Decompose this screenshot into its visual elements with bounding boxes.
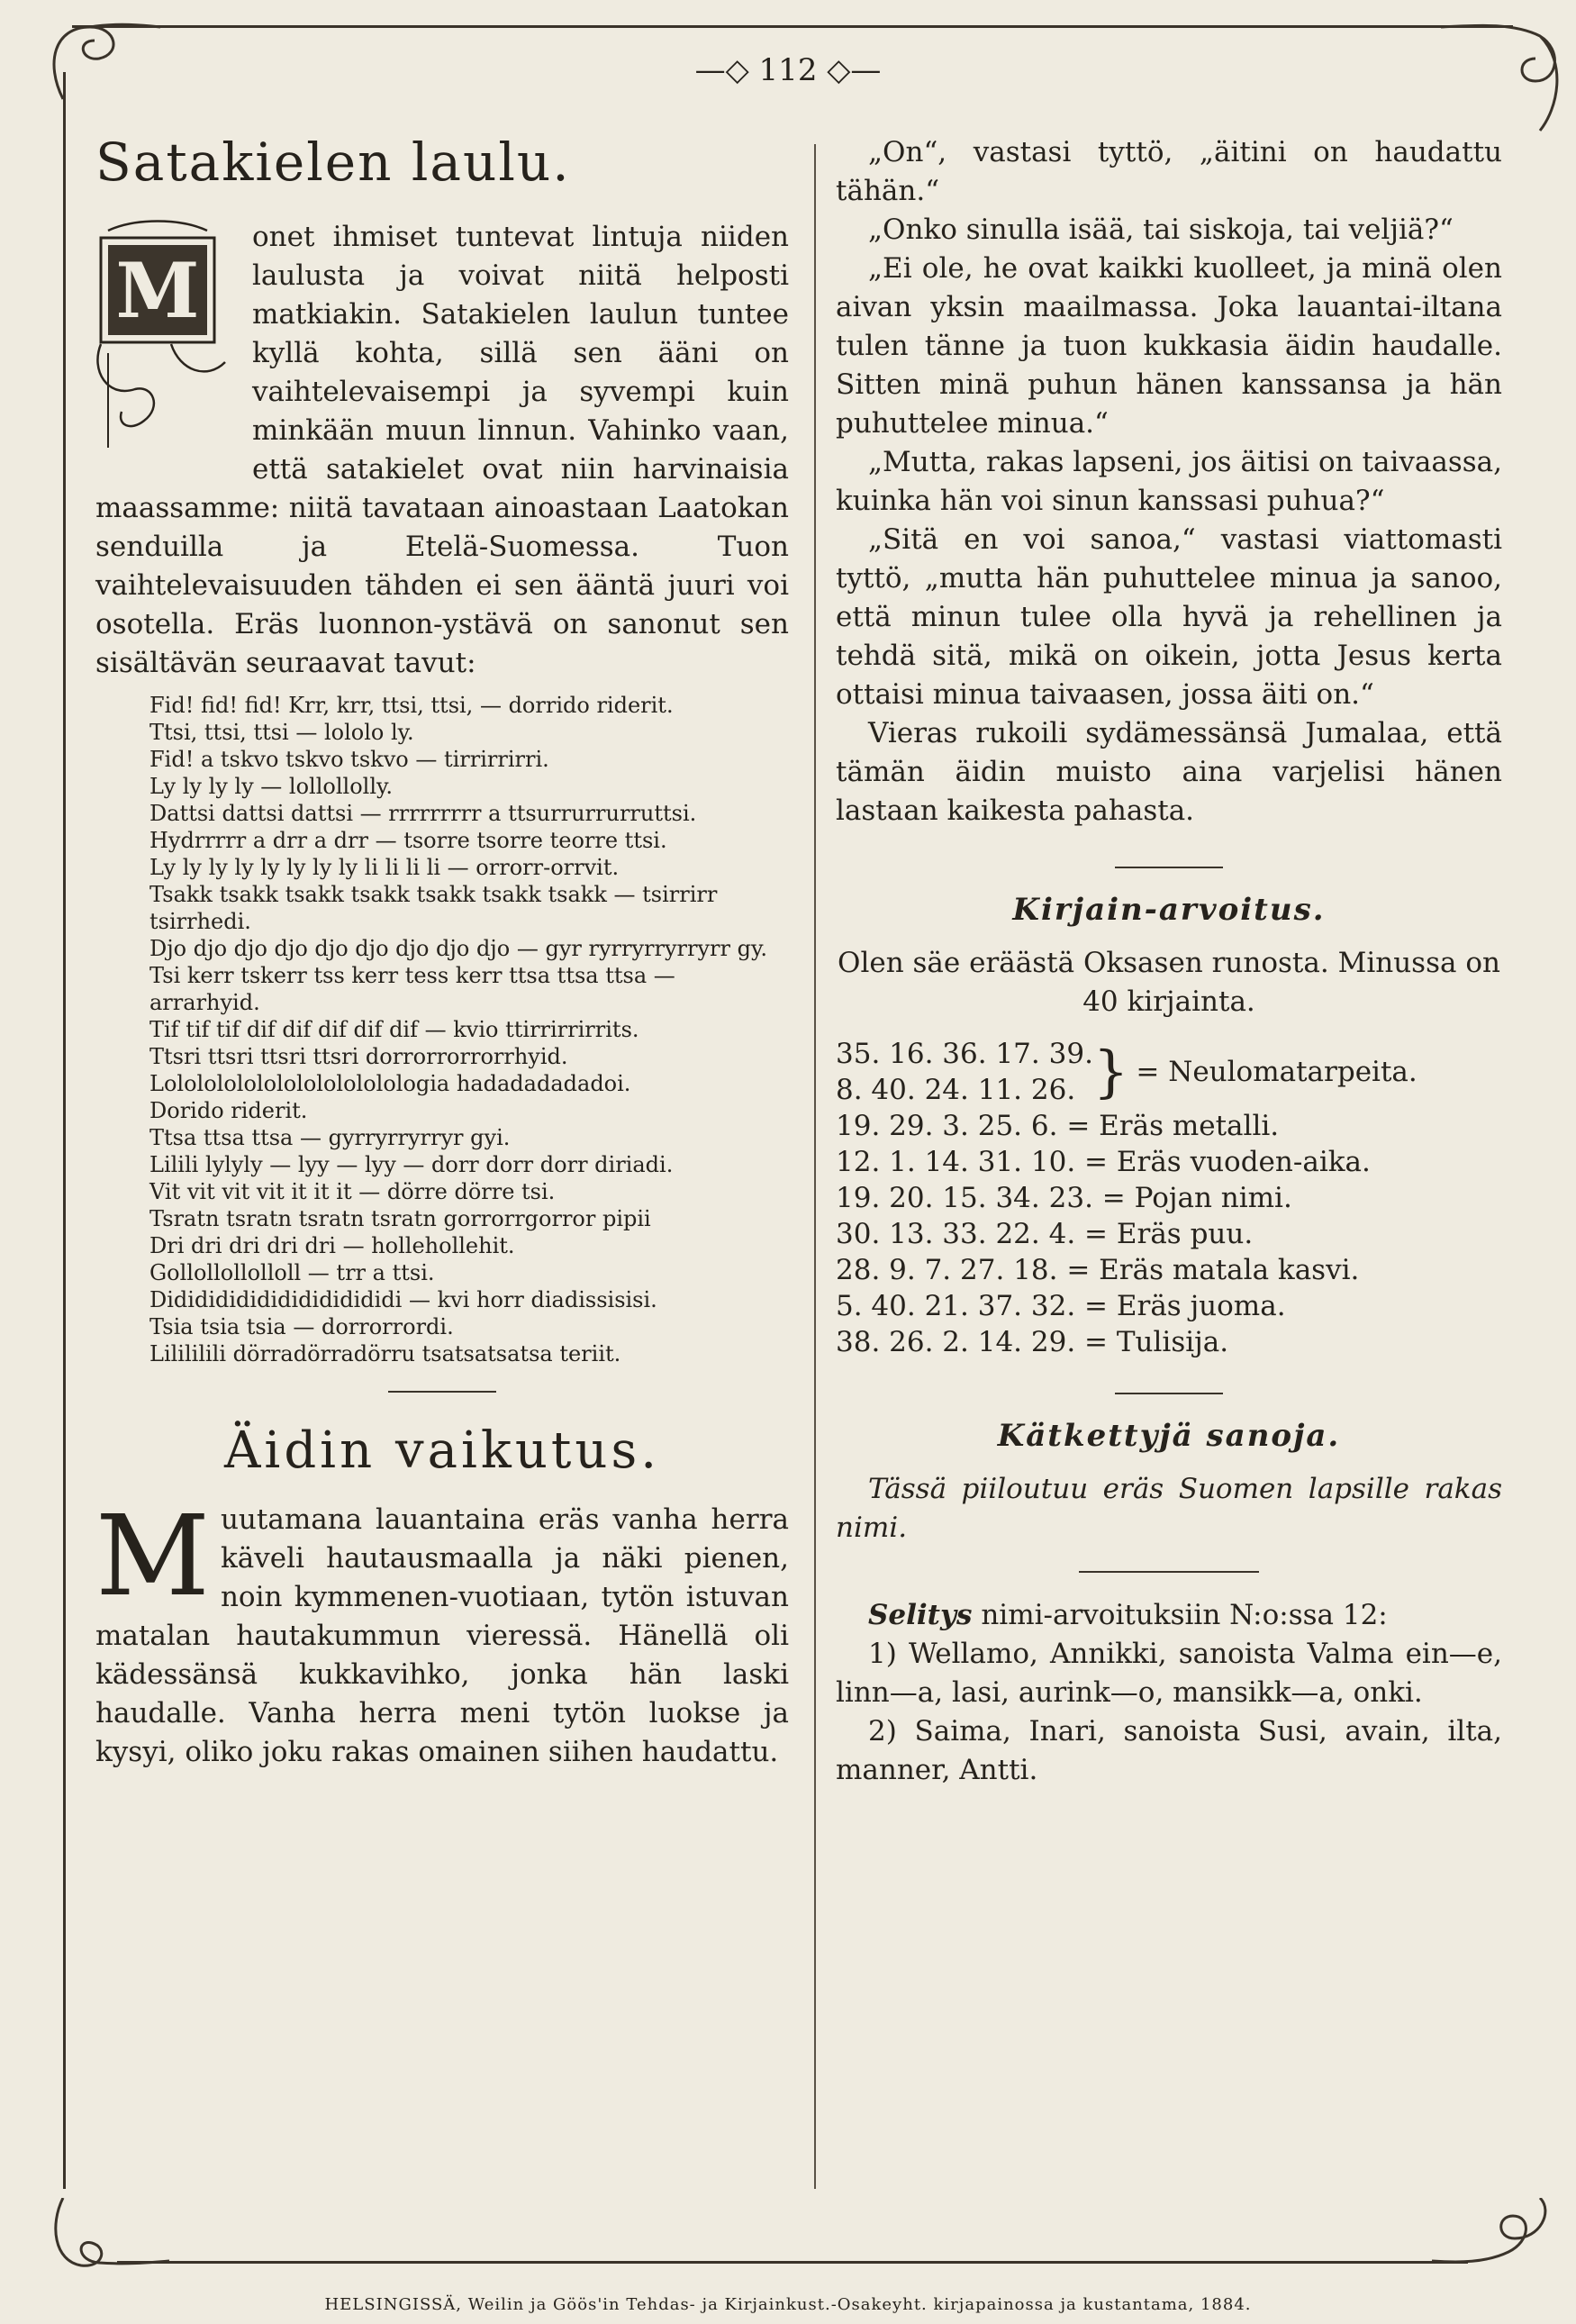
hidden-words-text: Tässä piiloutuu eräs Suomen lapsille rakas nimi. [836,1473,1502,1544]
dialogue-paragraph: „On“, vastasi tyttö, „äitini on haudattu tähän.“ [836,136,1502,207]
song-line: Fid! fid! fid! Krr, krr, ttsi, ttsi, — dorrido riderit. [149,693,674,718]
column-divider [814,144,816,2189]
explanation-title: Selitys [868,1599,973,1631]
song-line: Ly ly ly ly — lollollolly. [149,774,393,799]
left-column [95,126,789,1772]
song-line: Tsia tsia tsia — dorrorrordi. [149,1314,454,1339]
song-line: Ttsi, ttsi, ttsi — lololo ly. [149,720,414,745]
explanation-item-1: 1) Wellamo, Annikki, sanoista Valma ein—e, linn—a, lasi, aurink—o, mansikk—a, onki. [836,1638,1502,1709]
song-line: Ttsri ttsri ttsri ttsri dorrorrorrorrhyid. [149,1044,568,1069]
riddle-row: 12. 1. 14. 31. 10. = Eräs vuoden-aika. [836,1146,1371,1178]
frame-top-rule [72,25,1513,28]
hidden-words-title: Kätkettyjä sanoja. [997,1418,1341,1454]
section-divider [1079,1571,1259,1573]
riddle-brace-lines [836,1036,1093,1108]
song-syllables [149,692,789,1367]
riddle-row: 35. 16. 36. 17. 39. [836,1038,1093,1070]
brace-icon: } [1092,1039,1129,1104]
song-line: Gollollollolloll — trr a ttsi. [149,1260,435,1285]
explanation-title-rest: nimi-arvoituksiin N:o:ssa 12: [981,1599,1388,1631]
explanation-heading [836,1596,1502,1635]
riddle-row: 5. 40. 21. 37. 32. = Eräs juoma. [836,1290,1286,1322]
imprint-footer: HELSINGISSÄ, Weilin ja Göös'in Tehdas- ja Kirjainkust.-Osakeyht. kirjapainossa ja kustantama, 1884. [324,2295,1252,2314]
article-title-satakielen-laulu: Satakielen laulu. [95,132,571,193]
song-line: Lilili lylyly — lyy — lyy — dorr dorr dorr diriadi. [149,1152,674,1177]
dialogue-paragraph: „Onko sinulla isää, tai siskoja, tai veljiä?“ [868,213,1454,246]
riddle-row: 38. 26. 2. 14. 29. = Tulisija. [836,1326,1229,1358]
song-line: Didididididididididididi — kvi horr diadissisisi. [149,1287,657,1312]
riddle-row: 19. 29. 3. 25. 6. = Eräs metalli. [836,1110,1280,1142]
riddle-brace-group [836,1036,1502,1108]
song-line: Tsi kerr tskerr tss kerr tess kerr ttsa ttsa ttsa — arrarhyid. [149,963,675,1015]
song-line: Lolololololololololololologia hadadadadadoi. [149,1071,631,1096]
song-line: Lilililili dörradörradörru tsatsatsatsa teriit. [149,1341,621,1366]
riddle-row: 30. 13. 33. 22. 4. = Eräs puu. [836,1218,1254,1250]
page-number: —◇ 112 ◇— [694,52,882,88]
closing-paragraph: Vieras rukoili sydämessänsä Jumalaa, että tämän äidin muisto aina varjelisi hänen lastaan kaikesta pahasta. [836,717,1502,827]
song-line: Dattsi dattsi dattsi — rrrrrrrrr a ttsurrurrurruttsi. [149,801,697,826]
ornamental-dropcap [81,218,240,454]
song-line: Djo djo djo djo djo djo djo djo djo — gyr ryrryrryrryrr gy. [149,936,767,961]
song-line: Dri dri dri dri dri — hollehollehit. [149,1233,515,1258]
riddle-brace-answer: = Neulomatarpeita. [1136,1056,1417,1088]
riddle-intro: Olen säe eräästä Oksasen runosta. Minussa on 40 kirjainta. [838,947,1500,1018]
song-line: Ly ly ly ly ly ly ly ly li li li li — orrorr-orrvit. [149,855,620,880]
dialogue-paragraph: „Ei ole, he ovat kaikki kuolleet, ja minä olen aivan yksin maailmassa. Joka lauantai-iltana tulen tänne ja tuon kukkasia äidin haudalle. Sitten minä puhun hänen kanssansa ja hän puhuttelee minua.“ [836,252,1502,440]
right-column [836,133,1502,1790]
section-divider [388,1391,496,1393]
dialogue-paragraph: „Mutta, rakas lapseni, jos äitisi on taivaassa, kuinka hän voi sinun kanssasi puhua?“ [836,446,1502,517]
article-title-aidin-vaikutus: Äidin vaikutus. [223,1421,661,1480]
riddle-list [836,1036,1502,1360]
dialogue-paragraph: „Sitä en voi sanoa,“ vastasi viattomasti tyttö, „mutta hän puhuttelee minua ja sanoo, että minun tulee olla hyvä ja rehellinen ja tehdä sitä, mikä on oikein, jotta Jesus kerta ottaisi minua taivaasen, jossa äiti on.“ [836,523,1502,711]
riddle-title: Kirjain-arvoitus. [1012,892,1326,928]
aidin-vaikutus-paragraph-1: uutamana lauantaina eräs vanha herra käveli hautausmaalla ja näki pienen, noin kymmenen-vuotiaan, tytön istuvan matalan hautakummun vieressä. Hänellä oli kädessänsä kukkavihko, jonka hän laski haudalle. Vanha herra meni tytön luokse ja kysyi, oliko joku rakas omainen siihen haudattu. [95,1503,789,1768]
ornamental-initial-icon [81,218,240,454]
song-line: Dorido riderit. [149,1098,308,1123]
frame-left-rule [63,72,66,2189]
explanation-item-2: 2) Saima, Inari, sanoista Susi, avain, ilta, manner, Antti. [836,1715,1502,1786]
dropcap-letter-m: M [95,1492,210,1621]
song-line: Fid! a tskvo tskvo tskvo — tirrirrirri. [149,747,549,772]
corner-flourish-bottom-right-icon [1432,2198,1567,2297]
song-line: Tsakk tsakk tsakk tsakk tsakk tsakk tsakk — tsirrirr tsirrhedi. [149,882,718,934]
dropcap-letter: M [115,246,200,335]
section-divider [1115,867,1223,868]
riddle-row: 28. 9. 7. 27. 18. = Eräs matala kasvi. [836,1254,1360,1286]
riddle-row: 8. 40. 24. 11. 26. [836,1074,1076,1106]
riddle-row: 19. 20. 15. 34. 23. = Pojan nimi. [836,1182,1292,1214]
song-line: Hydrrrrr a drr a drr — tsorre tsorre teorre ttsi. [149,828,667,853]
song-line: Vit vit vit vit it it it — dörre dörre tsi. [149,1179,556,1204]
song-line: Tsratn tsratn tsratn tsratn gorrorrgorror pipii [149,1206,651,1231]
song-line: Ttsa ttsa ttsa — gyrryrryrryr gyi. [149,1125,511,1150]
song-line: Tif tif tif dif dif dif dif dif — kvio ttirrirrirrits. [149,1017,639,1042]
intro-paragraph: onet ihmiset tuntevat lintuja niiden laulusta ja voivat niitä helposti matkiakin. Satakielen laulun tuntee kyllä kohta, sillä sen ääni on vaihtelevaisempi ja syvempi kuin minkään muun linnun. Vahinko vaan, että satakielet ovat niin harvinaisia maassamme: niitä tavataan ainoastaan Laatokan senduilla ja Etelä-Suomessa. Tuon vaihtelevaisuuden tähden ei sen ääntä juuri voi osotella. Eräs luonnon-ystävä on sanonut sen sisältävän seuraavat tavut: [95,221,789,679]
section-divider [1115,1393,1223,1394]
corner-flourish-bottom-left-icon [36,2198,171,2297]
frame-bottom-rule [117,2261,1468,2264]
